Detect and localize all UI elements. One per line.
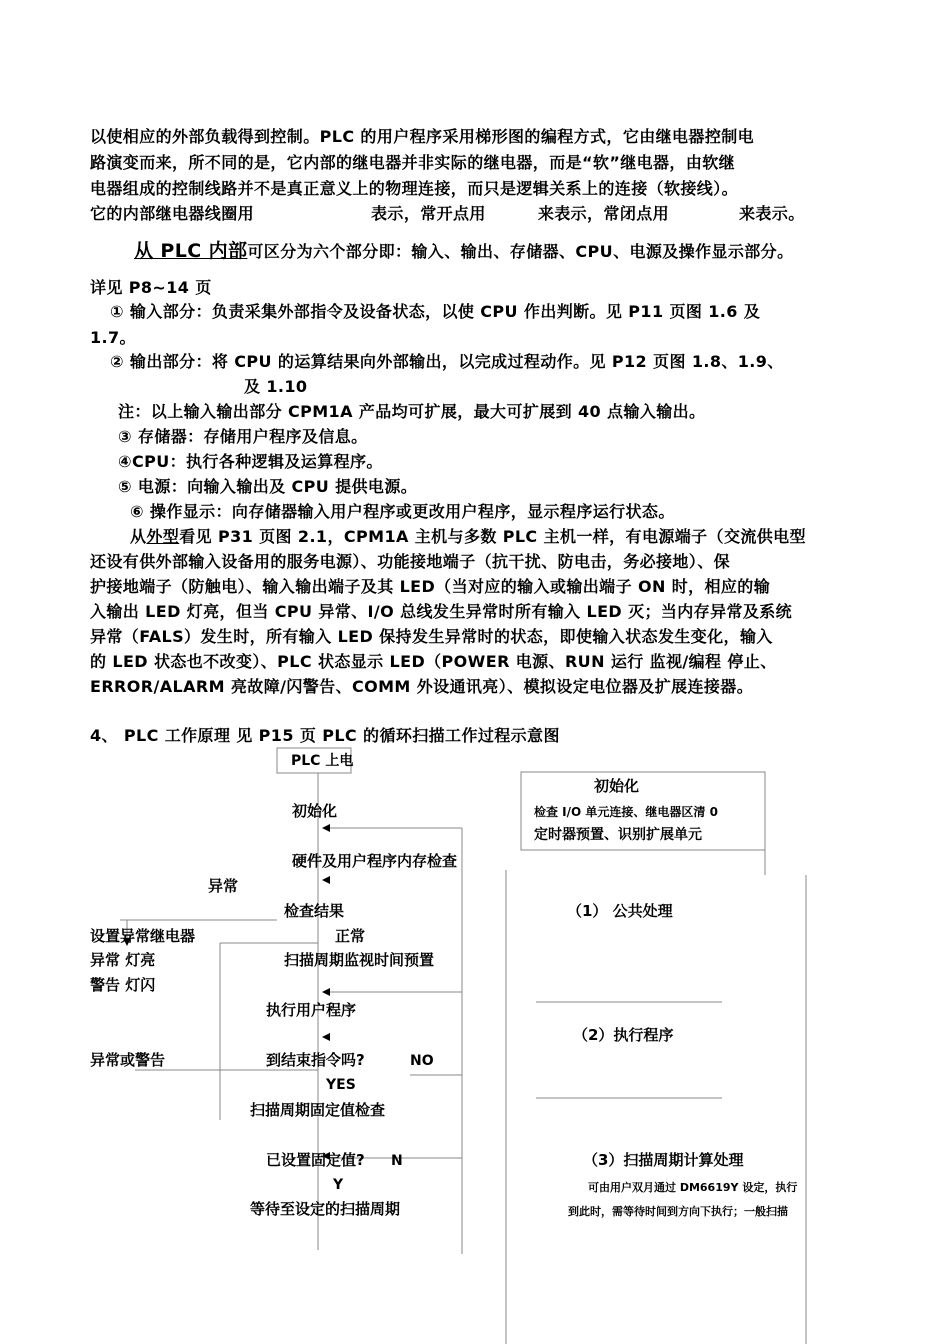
rp-init-desc1: 检查 I/O 单元连接、继电器区清 0	[534, 805, 718, 819]
coil-text-3: 来表示，常闭点用	[537, 204, 670, 223]
item-input-2: 1.7。	[90, 328, 136, 347]
external-line-3: 护接地端子（防触电）、输入输出端子及其 LED（当对应的输入或输出端子 ON 时，相应的输	[90, 577, 771, 596]
arrow-4	[322, 1033, 330, 1041]
rp-common: （1） 公共处理	[567, 902, 673, 920]
rp-execute: （2）执行程序	[573, 1026, 674, 1044]
external-line-6: 的 LED 状态也不改变）、PLC 状态显示 LED（POWER 电源、RUN 运行 监视/编程 停止、	[90, 652, 777, 671]
fc-set-relay: 设置异常继电器	[90, 927, 196, 945]
fc-y: Y	[333, 1177, 344, 1193]
fc-check-result: 检查结果	[284, 902, 345, 920]
fc-fixed-check: 扫描周期固定值检查	[250, 1101, 386, 1119]
item-input-1: ① 输入部分：负责采集外部指令及设备状态，以使 CPU 作出判断。见 P11 页图 1.6 及	[110, 302, 761, 321]
fc-lamp-flash: 警告 灯闪	[90, 976, 156, 994]
external-line-2: 还设有供外部输入设备用的服务电源）、功能接地端子（抗干扰、防电击，务必接地）、保	[90, 552, 731, 571]
item-note: 注：以上输入输出部分 CPM1A 产品均可扩展，最大可扩展到 40 点输入输出。	[118, 402, 706, 421]
external-prefix: 从	[130, 527, 147, 546]
external-line-5: 异常（FALS）发生时，所有输入 LED 保持发生异常时的状态，即使输入状态发生变化，输入	[90, 627, 773, 646]
fc-init: 初始化	[292, 802, 338, 820]
internal-lead: 从 PLC 内部	[134, 240, 248, 262]
rp-scan-calc: （3）扫描周期计算处理	[583, 1151, 744, 1169]
internal-rest: 可区分为六个部分即：输入、输出、存储器、CPU、电源及操作显示部分。	[247, 242, 794, 261]
rp-scan-desc1: 可由用户双月通过 DM6619Y 设定，执行	[588, 1181, 798, 1194]
arrow-3	[322, 988, 330, 996]
item-power: ⑤ 电源：向输入输出及 CPU 提供电源。	[118, 477, 418, 496]
item-display: ⑥ 操作显示：向存储器输入用户程序或更改用户程序，显示程序运行状态。	[130, 502, 675, 521]
arrow-2	[322, 876, 330, 884]
item-cpu: ④CPU：执行各种逻辑及运算程序。	[118, 452, 383, 471]
internal-pages: 详见 P8~14 页	[90, 278, 212, 297]
section4-heading: 4、 PLC 工作原理 见 P15 页 PLC 的循环扫描工作过程示意图	[90, 726, 560, 745]
external-underlined: 外型	[146, 527, 180, 546]
fc-yes: YES	[326, 1077, 356, 1093]
fc-lamp-on: 异常 灯亮	[90, 951, 156, 969]
item-output-1: ② 输出部分：将 CPU 的运算结果向外部输出，以完成过程动作。见 P12 页图 1.8、1.9、	[110, 352, 784, 371]
coil-text-1: 它的内部继电器线圈用	[90, 204, 255, 223]
external-rest: 看见 P31 页图 2.1，CPM1A 主机与多数 PLC 主机一样，有电源端子（交流供电型	[179, 527, 806, 546]
external-line-7: ERROR/ALARM 亮故障/闪警告、COMM 外设通讯亮）、模拟设定电位器及扩展连接器。	[90, 677, 754, 696]
rp-init-title: 初始化	[594, 777, 640, 795]
paragraph1-line1: 以使相应的外部负载得到控制。PLC 的用户程序采用梯形图的编程方式，它由继电器控制电	[90, 127, 755, 146]
fc-mem-check: 硬件及用户程序内存检查	[292, 852, 458, 870]
item-output-2: 及 1.10	[244, 377, 308, 396]
fc-watchdog: 扫描周期监视时间预置	[284, 951, 435, 969]
fc-abnormal-or-warning: 异常或警告	[90, 1051, 166, 1069]
external-line-4: 入输出 LED 灯亮，但当 CPU 异常、I/O 总线发生异常时所有输入 LED 灭；当内存异常及系统	[90, 602, 793, 621]
paragraph1-line2: 路演变而来，所不同的是，它内部的继电器并非实际的继电器，而是“软”继电器，由软继	[90, 153, 736, 172]
paragraph1-line3: 电器组成的控制线路并不是真正意义上的物理连接，而只是逻辑关系上的连接（软接线）。	[90, 179, 739, 198]
fc-n: N	[391, 1153, 403, 1169]
rp-init-desc2: 定时器预置、识别扩展单元	[534, 827, 702, 843]
arrow-1	[322, 824, 330, 832]
fc-end-instruction: 到结束指令吗?	[266, 1051, 365, 1069]
item-storage: ③ 存储器：存储用户程序及信息。	[118, 427, 368, 446]
rp-scan-desc2: 到此时，需等待时间到方向下执行；一般扫描	[568, 1205, 788, 1218]
fc-normal: 正常	[335, 927, 366, 945]
fc-no: NO	[410, 1053, 434, 1069]
fc-abnormal: 异常	[208, 877, 239, 895]
fc-power-on: PLC 上电	[291, 753, 354, 769]
fc-exec-program: 执行用户程序	[266, 1001, 357, 1019]
coil-text-4: 来表示。	[739, 204, 805, 223]
fc-wait: 等待至设定的扫描周期	[250, 1200, 401, 1218]
coil-text-2: 表示，常开点用	[371, 204, 486, 223]
fc-fixed-set: 已设置固定值?	[266, 1151, 365, 1169]
